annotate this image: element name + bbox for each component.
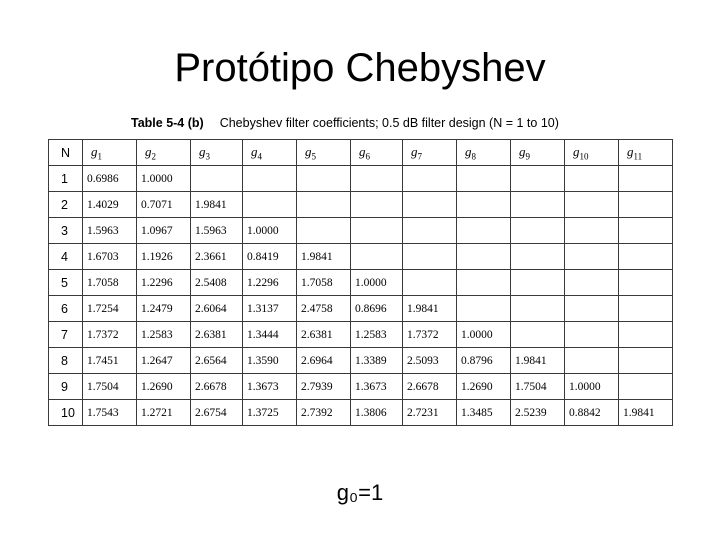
caption-text: Chebyshev filter coefficients; 0.5 dB filter design (N = 1 to 10) xyxy=(219,116,559,130)
coefficient-cell: 2.6678 xyxy=(191,374,243,400)
coefficient-cell: 1.6703 xyxy=(83,244,137,270)
table-row xyxy=(49,400,673,426)
coefficient-cell xyxy=(565,296,619,322)
coefficient-cell xyxy=(457,270,511,296)
coefficient-cell: 2.5239 xyxy=(511,400,565,426)
coefficient-cell: 1.0000 xyxy=(565,374,619,400)
coefficient-cell xyxy=(619,166,673,192)
row-n-cell: 6 xyxy=(49,296,83,322)
coefficient-cell xyxy=(619,244,673,270)
column-header-g10 xyxy=(565,140,619,166)
coefficient-cell: 0.6986 xyxy=(83,166,137,192)
table-row xyxy=(49,218,673,244)
coefficient-cell xyxy=(619,374,673,400)
coefficient-cell: 1.7058 xyxy=(297,270,351,296)
column-subscript: 6 xyxy=(365,151,370,162)
coefficient-cell xyxy=(565,192,619,218)
coefficient-cell: 0.8696 xyxy=(351,296,403,322)
coefficient-cell: 0.8419 xyxy=(243,244,297,270)
coefficient-cell: 1.2690 xyxy=(457,374,511,400)
coefficient-cell xyxy=(511,166,565,192)
chebyshev-coefficient-table xyxy=(48,139,673,426)
coefficient-cell xyxy=(565,218,619,244)
coefficient-cell: 2.7231 xyxy=(403,400,457,426)
coefficient-cell xyxy=(565,244,619,270)
coefficient-cell: 2.5093 xyxy=(403,348,457,374)
coefficient-cell: 1.3389 xyxy=(351,348,403,374)
coefficient-cell xyxy=(619,218,673,244)
coefficient-cell xyxy=(403,270,457,296)
column-subscript: 2 xyxy=(151,151,156,162)
row-n-cell: 8 xyxy=(49,348,83,374)
table-row xyxy=(49,296,673,322)
coefficient-cell: 2.6381 xyxy=(297,322,351,348)
column-symbol: g xyxy=(199,143,206,159)
column-subscript: 1 xyxy=(97,151,102,162)
coefficient-cell: 1.3725 xyxy=(243,400,297,426)
column-header-g11 xyxy=(619,140,673,166)
coefficient-cell: 1.0000 xyxy=(351,270,403,296)
coefficient-cell: 1.2296 xyxy=(243,270,297,296)
coefficient-cell: 1.2583 xyxy=(351,322,403,348)
column-header-g8 xyxy=(457,140,511,166)
coefficient-cell: 1.2479 xyxy=(137,296,191,322)
coefficient-cell: 2.3661 xyxy=(191,244,243,270)
coefficient-cell xyxy=(457,244,511,270)
column-symbol: g xyxy=(465,143,472,159)
coefficient-cell: 2.7392 xyxy=(297,400,351,426)
coefficient-cell: 1.2296 xyxy=(137,270,191,296)
coefficient-cell xyxy=(351,244,403,270)
coefficient-cell: 1.2690 xyxy=(137,374,191,400)
coefficient-cell xyxy=(297,218,351,244)
coefficient-cell: 1.0967 xyxy=(137,218,191,244)
row-n-cell: 9 xyxy=(49,374,83,400)
row-n-cell: 10 xyxy=(49,400,83,426)
table-row xyxy=(49,192,673,218)
column-subscript: 9 xyxy=(525,151,530,162)
coefficient-cell xyxy=(351,192,403,218)
coefficient-cell: 1.2721 xyxy=(137,400,191,426)
column-symbol: g xyxy=(627,143,634,159)
coefficient-cell: 1.3806 xyxy=(351,400,403,426)
table-row xyxy=(49,270,673,296)
column-header-g3 xyxy=(191,140,243,166)
column-symbol: g xyxy=(519,143,526,159)
column-symbol: g xyxy=(411,143,418,159)
row-n-cell: 4 xyxy=(49,244,83,270)
coefficient-cell xyxy=(565,270,619,296)
coefficient-cell: 1.2583 xyxy=(137,322,191,348)
coefficient-cell xyxy=(403,192,457,218)
coefficient-cell xyxy=(243,166,297,192)
row-n-cell: 7 xyxy=(49,322,83,348)
caption-label: Table 5-4 (b) xyxy=(131,116,204,130)
coefficient-cell: 1.0000 xyxy=(243,218,297,244)
table-row xyxy=(49,348,673,374)
coefficient-cell xyxy=(619,192,673,218)
coefficient-cell xyxy=(511,322,565,348)
coefficient-cell: 1.7451 xyxy=(83,348,137,374)
coefficient-cell: 1.0000 xyxy=(457,322,511,348)
coefficient-cell: 1.3485 xyxy=(457,400,511,426)
coefficient-cell: 1.7372 xyxy=(403,322,457,348)
coefficient-cell: 1.9841 xyxy=(403,296,457,322)
coefficient-cell xyxy=(351,166,403,192)
coefficient-cell: 1.1926 xyxy=(137,244,191,270)
coefficient-cell: 2.6754 xyxy=(191,400,243,426)
coefficient-cell xyxy=(457,296,511,322)
row-n-cell: 2 xyxy=(49,192,83,218)
column-symbol: g xyxy=(91,143,98,159)
column-symbol: g xyxy=(573,143,580,159)
coefficient-cell: 1.3137 xyxy=(243,296,297,322)
coefficient-cell: 1.5963 xyxy=(191,218,243,244)
coefficient-cell xyxy=(619,322,673,348)
column-subscript: 10 xyxy=(579,151,589,162)
coefficient-cell: 1.4029 xyxy=(83,192,137,218)
coefficient-cell: 0.8842 xyxy=(565,400,619,426)
coefficient-cell: 2.7939 xyxy=(297,374,351,400)
row-n-cell: 3 xyxy=(49,218,83,244)
coefficient-cell: 1.3673 xyxy=(243,374,297,400)
table-row xyxy=(49,244,673,270)
n-column-header: N xyxy=(49,140,83,166)
column-symbol: g xyxy=(145,143,152,159)
column-symbol: g xyxy=(251,143,258,159)
coefficient-cell: 1.3673 xyxy=(351,374,403,400)
coefficient-cell: 1.3444 xyxy=(243,322,297,348)
coefficient-cell: 1.9841 xyxy=(619,400,673,426)
coefficient-cell: 1.7504 xyxy=(83,374,137,400)
column-symbol: g xyxy=(359,143,366,159)
column-subscript: 11 xyxy=(633,151,643,162)
coefficient-cell xyxy=(619,270,673,296)
coefficient-cell xyxy=(457,218,511,244)
coefficient-cell: 1.5963 xyxy=(83,218,137,244)
coefficient-cell xyxy=(191,166,243,192)
coefficient-cell xyxy=(565,348,619,374)
table-caption xyxy=(131,116,559,130)
column-header-g9 xyxy=(511,140,565,166)
coefficient-cell xyxy=(511,296,565,322)
coefficient-cell xyxy=(297,192,351,218)
coefficient-cell xyxy=(457,166,511,192)
coefficient-cell xyxy=(565,166,619,192)
coefficient-cell: 2.6964 xyxy=(297,348,351,374)
coefficient-cell xyxy=(457,192,511,218)
column-header-g4 xyxy=(243,140,297,166)
coefficient-cell: 2.6564 xyxy=(191,348,243,374)
coefficient-cell: 1.9841 xyxy=(511,348,565,374)
coefficient-cell xyxy=(511,244,565,270)
coefficient-cell: 1.0000 xyxy=(137,166,191,192)
column-symbol: g xyxy=(305,143,312,159)
coefficient-cell: 1.9841 xyxy=(191,192,243,218)
coefficient-cell xyxy=(243,192,297,218)
slide-title: Protótipo Chebyshev xyxy=(174,46,546,90)
coefficient-cell: 2.4758 xyxy=(297,296,351,322)
row-n-cell: 5 xyxy=(49,270,83,296)
table-row xyxy=(49,322,673,348)
coefficient-cell: 2.6381 xyxy=(191,322,243,348)
coefficient-cell: 1.9841 xyxy=(297,244,351,270)
table-header-row xyxy=(49,140,673,166)
g0-note: g₀=1 xyxy=(336,480,384,505)
coefficient-cell: 1.7372 xyxy=(83,322,137,348)
coefficient-cell xyxy=(351,218,403,244)
coefficient-cell: 2.6678 xyxy=(403,374,457,400)
coefficient-cell: 0.7071 xyxy=(137,192,191,218)
coefficient-cell xyxy=(511,270,565,296)
coefficient-cell: 1.2647 xyxy=(137,348,191,374)
coefficient-cell: 1.7254 xyxy=(83,296,137,322)
column-subscript: 3 xyxy=(205,151,210,162)
coefficient-cell: 1.7504 xyxy=(511,374,565,400)
coefficient-cell xyxy=(511,192,565,218)
column-header-g7 xyxy=(403,140,457,166)
coefficient-cell xyxy=(511,218,565,244)
table-row xyxy=(49,374,673,400)
coefficient-cell xyxy=(619,296,673,322)
coefficient-cell: 0.8796 xyxy=(457,348,511,374)
coefficient-cell xyxy=(619,348,673,374)
coefficient-cell xyxy=(297,166,351,192)
table-row xyxy=(49,166,673,192)
column-header-g5 xyxy=(297,140,351,166)
coefficient-cell: 2.5408 xyxy=(191,270,243,296)
column-subscript: 4 xyxy=(257,151,262,162)
coefficient-cell: 1.7543 xyxy=(83,400,137,426)
column-header-g6 xyxy=(351,140,403,166)
column-header-g1 xyxy=(83,140,137,166)
column-header-g2 xyxy=(137,140,191,166)
coefficient-cell xyxy=(403,218,457,244)
coefficient-cell: 1.3590 xyxy=(243,348,297,374)
coefficient-cell xyxy=(403,166,457,192)
column-subscript: 7 xyxy=(417,151,422,162)
coefficient-cell: 1.7058 xyxy=(83,270,137,296)
coefficient-cell: 2.6064 xyxy=(191,296,243,322)
column-subscript: 5 xyxy=(311,151,316,162)
column-subscript: 8 xyxy=(471,151,476,162)
row-n-cell: 1 xyxy=(49,166,83,192)
coefficient-cell xyxy=(403,244,457,270)
coefficient-cell xyxy=(565,322,619,348)
